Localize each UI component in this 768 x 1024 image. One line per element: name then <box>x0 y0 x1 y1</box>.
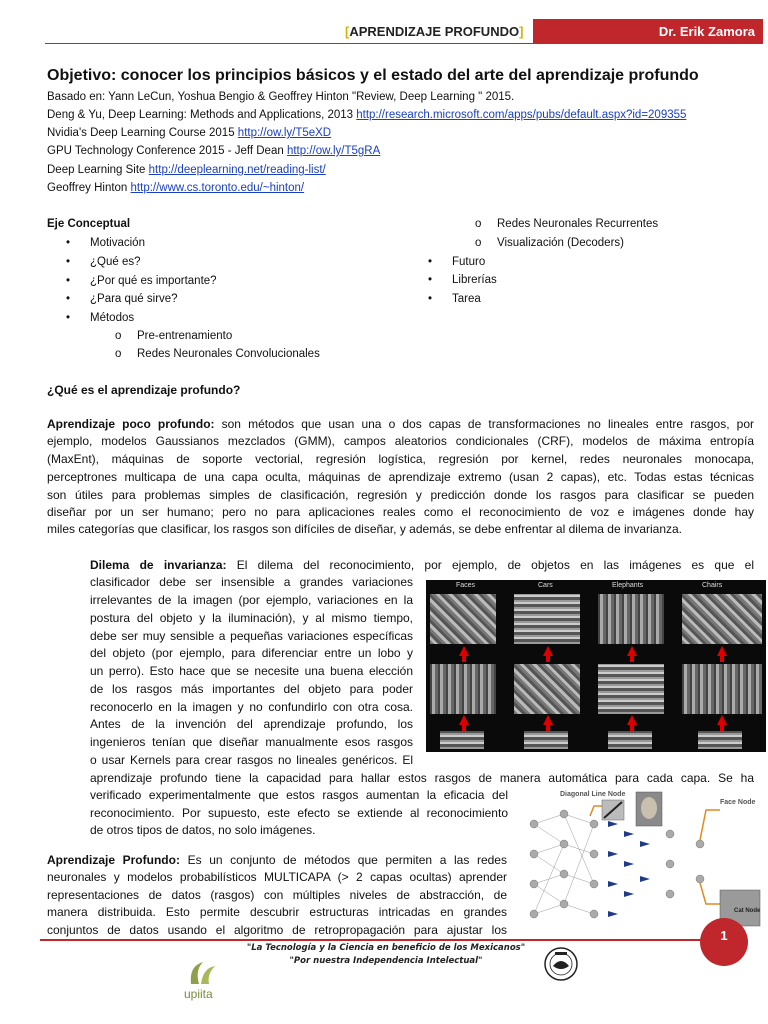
outline-item: Futuro <box>452 256 486 268</box>
footer-divider <box>40 939 705 941</box>
reference-link[interactable]: http://www.cs.toronto.edu/~hinton/ <box>130 182 305 194</box>
outline-sub-bullet: o <box>115 330 122 342</box>
paragraph-line: postura del objeto y la iluminación), y al mismo tiempo, <box>90 611 413 625</box>
outline-sub-bullet: o <box>115 348 122 360</box>
paragraph-line <box>47 416 754 433</box>
reference-text: Deep Learning Site <box>47 164 149 176</box>
feature-tile-elephants-mid <box>598 664 664 714</box>
outline-subitem: Pre-entrenamiento <box>137 330 233 342</box>
paragraph-text: son métodos que usan una o dos capas de transformaciones no lineales entre rasgos, por <box>214 417 754 431</box>
paragraph-line: reconocimiento. Por supuesto, este efecto se extiende al reconocimiento <box>90 806 508 820</box>
paragraph-line: manera distribuida. Esto permite descubrir estructuras intricadas en grandes <box>47 905 507 919</box>
up-arrow-icon <box>627 646 637 656</box>
outline-subitem: Redes Neuronales Recurrentes <box>497 218 659 230</box>
header-author: Dr. Erik Zamora <box>533 19 763 44</box>
reference-link[interactable]: http://deeplearning.net/reading-list/ <box>148 164 326 176</box>
reference-line <box>47 109 686 121</box>
outline-sub-bullet: o <box>475 237 482 249</box>
figure-label: Elephants <box>612 582 644 589</box>
reference-line <box>47 182 304 194</box>
reference-line <box>47 164 326 176</box>
feature-tile-elephants-high <box>598 594 664 644</box>
outline-bullet: • <box>66 256 71 268</box>
paragraph-line <box>47 852 507 869</box>
paragraph-line: Antes de la invención del aprendizaje profundo, los <box>90 717 413 731</box>
reference-link[interactable]: http://ow.ly/T5eXD <box>237 127 332 139</box>
label-diagonal-node: Diagonal Line Node <box>560 791 626 798</box>
footer-quote: "Por nuestra Independencia Intelectual" <box>289 956 483 966</box>
network-connections <box>534 814 594 914</box>
header-divider <box>45 43 763 44</box>
paragraph-line: reconocerlo en la imagen y no confundirlo con otra cosa. <box>90 700 413 714</box>
up-arrow-icon <box>717 646 727 656</box>
outline-bullet: • <box>428 274 433 286</box>
paragraph-line: debe ser muy sensible a pequeñas variaciones específicas <box>90 629 413 643</box>
term-dilemma: Dilema de invarianza: <box>90 558 227 572</box>
feature-tile-faces-high <box>430 594 496 644</box>
feature-tile-cars-high <box>514 594 580 644</box>
paragraph-text: El dilema del reconocimiento, por ejemplo, de objetos en las imágenes es que el <box>226 558 754 572</box>
network-nodes <box>530 810 704 918</box>
paragraph-line: de los rasgos más importantes del objeto para poder <box>90 682 413 696</box>
flow-arrows <box>608 821 650 917</box>
upiita-logo-text: upiita <box>184 987 213 1001</box>
feature-tile-chairs-high <box>682 594 762 644</box>
bracket-open: [ <box>345 24 350 39</box>
footer-quote: "La Tecnología y la Ciencia en beneficio de los Mexicanos" <box>246 943 526 953</box>
paragraph-line: miles categorías que clasificar, los rasgos son difíciles de diseñar, y además, se debe enfrentar al dilema de invarianza. <box>47 522 683 536</box>
ipn-seal-icon <box>543 946 579 982</box>
feature-tile-elephants-low <box>608 731 652 749</box>
outline-item: ¿Qué es? <box>90 256 141 268</box>
reference-line <box>47 127 331 139</box>
up-arrow-icon <box>717 715 727 725</box>
section-heading: ¿Qué es el aprendizaje profundo? <box>47 383 241 397</box>
paragraph-line: ingenieros tenían que diseñar manualmente esos rasgos <box>90 735 413 749</box>
outline-bullet: • <box>66 312 71 324</box>
header-title-text: APRENDIZAJE PROFUNDO <box>349 24 520 39</box>
paragraph-line: conjuntos de datos usando el algoritmo de retropropagación para ajustar los <box>47 923 507 937</box>
reference-text: Geoffrey Hinton <box>47 182 131 194</box>
paragraph-line: aprendizaje profundo tiene la capacidad para hallar estos rasgos de manera automática para cada capa. Se ha <box>90 771 754 785</box>
paragraph-line: o usar Kernels para crear rasgos no lineales genéricos. El <box>90 753 413 767</box>
paragraph-line: del objeto (por ejemplo, para diferenciar entre un lobo y <box>90 646 413 660</box>
outline-heading: Eje Conceptual <box>47 218 131 230</box>
figure-label: Chairs <box>702 582 723 589</box>
outline-item: Motivación <box>90 237 145 249</box>
reference-link[interactable]: http://ow.ly/T5gRA <box>286 145 381 157</box>
outline-subitem: Redes Neuronales Convolucionales <box>137 348 320 360</box>
bracket-close: ] <box>519 24 524 39</box>
paragraph-line: un perro). Esto hace que se necesite una buena elección <box>90 664 413 678</box>
paragraph-line: (MaxEnt), máquinas de soporte vectorial, regresión logística, regresión por kernel, redes neuronales monocapa, <box>47 452 754 466</box>
paragraph-line: de otros tipos de datos, no solo imágenes. <box>90 823 316 837</box>
outline-subitem: Visualización (Decoders) <box>497 237 624 249</box>
paragraph-line: perceptrones multicapa de una capa oculta, máquinas de aprendizaje extremo (usan 2 capas), etc. Todas estas técnicas <box>47 470 754 484</box>
paragraph-line: verificado experimentalmente que estos rasgos aumentan la eficacia del <box>90 788 508 802</box>
paragraph-text: Es un conjunto de métodos que permiten a las redes <box>179 853 507 867</box>
reference-text: GPU Technology Conference 2015 - Jeff Dean <box>47 145 287 157</box>
paragraph-line: son útiles para problemas simples de clasificación, regresión y predicción donde los rasgos para clasificar se pueden <box>47 488 754 502</box>
outline-item: Librerías <box>452 274 497 286</box>
term-shallow: Aprendizaje poco profundo: <box>47 417 215 431</box>
label-cat-node: Cat Node <box>734 908 761 914</box>
outline-item: Métodos <box>90 312 135 324</box>
figure-label: Cars <box>538 582 553 589</box>
paragraph-line: representaciones de datos (rasgos) con múltiples niveles de abstracción, de <box>47 888 507 902</box>
paragraph-line: clasificador debe ser insensible a grandes variaciones <box>90 575 413 589</box>
outline-bullet: • <box>66 293 71 305</box>
feature-tile-cars-mid <box>514 664 580 714</box>
reference-line <box>47 91 514 103</box>
feature-tile-faces-mid <box>430 664 496 714</box>
neural-network-diagram <box>520 784 765 932</box>
feature-tile-faces-low <box>440 731 484 749</box>
paragraph-line: diseñar por un ser humano; pero no para aplicaciones reales como el reconocimiento de voz e imágenes donde hay <box>47 505 754 519</box>
header-title <box>345 24 523 39</box>
upiita-logo-icon <box>185 958 221 986</box>
face-glyph <box>641 797 657 819</box>
paragraph-line: neuronales y modelos probabilísticos MULTICAPA (> 2 capas ocultas) aprender <box>47 870 507 884</box>
feature-hierarchy-figure <box>426 580 766 752</box>
paragraph-line <box>90 557 754 574</box>
reference-text: Deng & Yu, Deep Learning: Methods and Applications, 2013 <box>47 109 357 121</box>
outline-bullet: • <box>66 275 71 287</box>
reference-text: Nvidia's Deep Learning Course 2015 <box>47 127 238 139</box>
feature-tile-cars-low <box>524 731 568 749</box>
outline-sub-bullet: o <box>475 218 482 230</box>
reference-text: Basado en: Yann LeCun, Yoshua Bengio & Geoffrey Hinton "Review, Deep Learning " 2015. <box>47 91 515 103</box>
term-deep: Aprendizaje Profundo: <box>47 853 180 867</box>
up-arrow-icon <box>459 646 469 656</box>
outline-bullet: • <box>428 256 433 268</box>
page-number-badge: 1 <box>700 918 748 966</box>
outline-item: ¿Para qué sirve? <box>90 293 178 305</box>
objective-heading: Objetivo: conocer los principios básicos y el estado del arte del aprendizaje profundo <box>47 67 699 84</box>
outline-bullet: • <box>66 237 71 249</box>
reference-line <box>47 145 380 157</box>
paragraph-line: irrelevantes de la imagen (por ejemplo, variaciones en la <box>90 593 413 607</box>
up-arrow-icon <box>543 715 553 725</box>
up-arrow-icon <box>459 715 469 725</box>
figure-label: Faces <box>456 582 476 589</box>
outline-bullet: • <box>428 293 433 305</box>
outline-item: ¿Por qué es importante? <box>90 275 217 287</box>
up-arrow-icon <box>543 646 553 656</box>
paragraph-line: ejemplo, modelos Gaussianos mezclados (GMM), campos aleatorios condicionales (CRF), modelos de máxima entropía <box>47 434 754 448</box>
feature-tile-chairs-mid <box>682 664 762 714</box>
feature-tile-chairs-low <box>698 731 742 749</box>
reference-link[interactable]: http://research.microsoft.com/apps/pubs/default.aspx?id=209355 <box>356 109 687 121</box>
label-face-node: Face Node <box>720 799 756 806</box>
up-arrow-icon <box>627 715 637 725</box>
outline-item: Tarea <box>452 293 481 305</box>
